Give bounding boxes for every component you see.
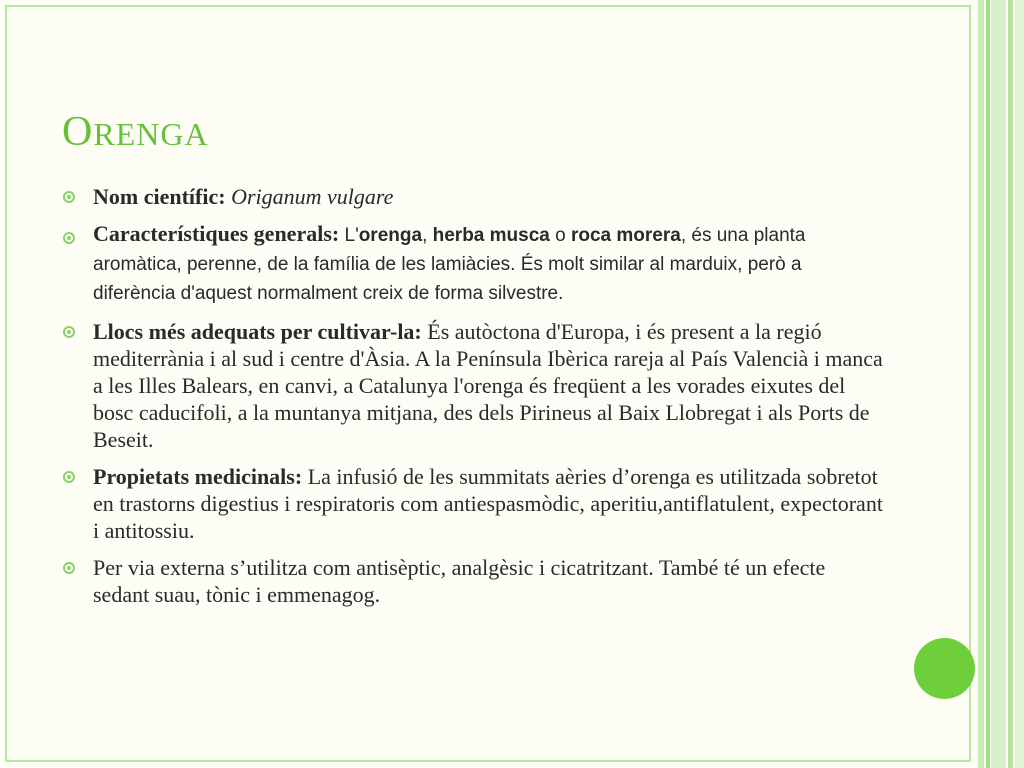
bullet-list (63, 183, 883, 618)
bullet-label: Característiques generals: (93, 221, 340, 246)
bullet-label: Nom científic: (93, 184, 226, 209)
bullet-text: És autòctona d'Europa, i és present a la regió mediterrània i al sud i centre d'Àsia. A la Península Ibèrica rareja al País Valencià i manca a les Illes Balears, en canvi, a Catalunya l'orenga és freqüent a les vorades eixutes del bosc caducifoli, a la muntanya mitjana, des dels Pirineus al Baix Llobregat i als Ports de Beseit. (93, 319, 883, 452)
decorative-stripe (978, 0, 984, 768)
slide-title (62, 108, 209, 156)
decorative-stripe (986, 0, 990, 768)
bullet-scientific-name (63, 183, 883, 210)
bullet-text: L'orenga, herba musca o roca morera, és una planta aromàtica, perenne, de la família de les lamiàcies. És molt similar al marduix, però a diferència d'aquest normalment creix de forma silvestre. (93, 225, 806, 304)
title-rest: RENGA (93, 116, 209, 152)
bullet-marker-icon (63, 471, 75, 483)
bullet-characteristics (63, 220, 883, 308)
bullet-text: Per via externa s’utilitza com antisèptic, analgèsic i cicatritzant. També té un efecte sedant suau, tònic i emmenagog. (93, 555, 826, 607)
bullet-label: Llocs més adequats per cultivar-la: (93, 319, 422, 344)
bullet-marker-icon (63, 191, 75, 203)
bullet-text: La infusió de les summitats aèries d’orenga es utilitzada sobretot en trastorns digestius i respiratoris com antiespasmòdic, aperitiu,antiflatulent, expectorant i antitossiu. (93, 464, 883, 543)
bullet-medicinal (63, 463, 883, 544)
decorative-stripe (991, 0, 1006, 768)
bullet-marker-icon (63, 232, 75, 244)
bullet-marker-icon (63, 562, 75, 574)
bullet-marker-icon (63, 326, 75, 338)
decorative-stripe (1015, 0, 1024, 768)
bullet-external-use (63, 554, 883, 608)
bullet-label: Propietats medicinals: (93, 464, 303, 489)
decorative-circle (914, 638, 975, 699)
bullet-locations (63, 318, 883, 453)
bullet-value: Origanum vulgare (231, 184, 394, 209)
title-initial: O (62, 109, 94, 155)
decorative-stripe (1008, 0, 1013, 768)
